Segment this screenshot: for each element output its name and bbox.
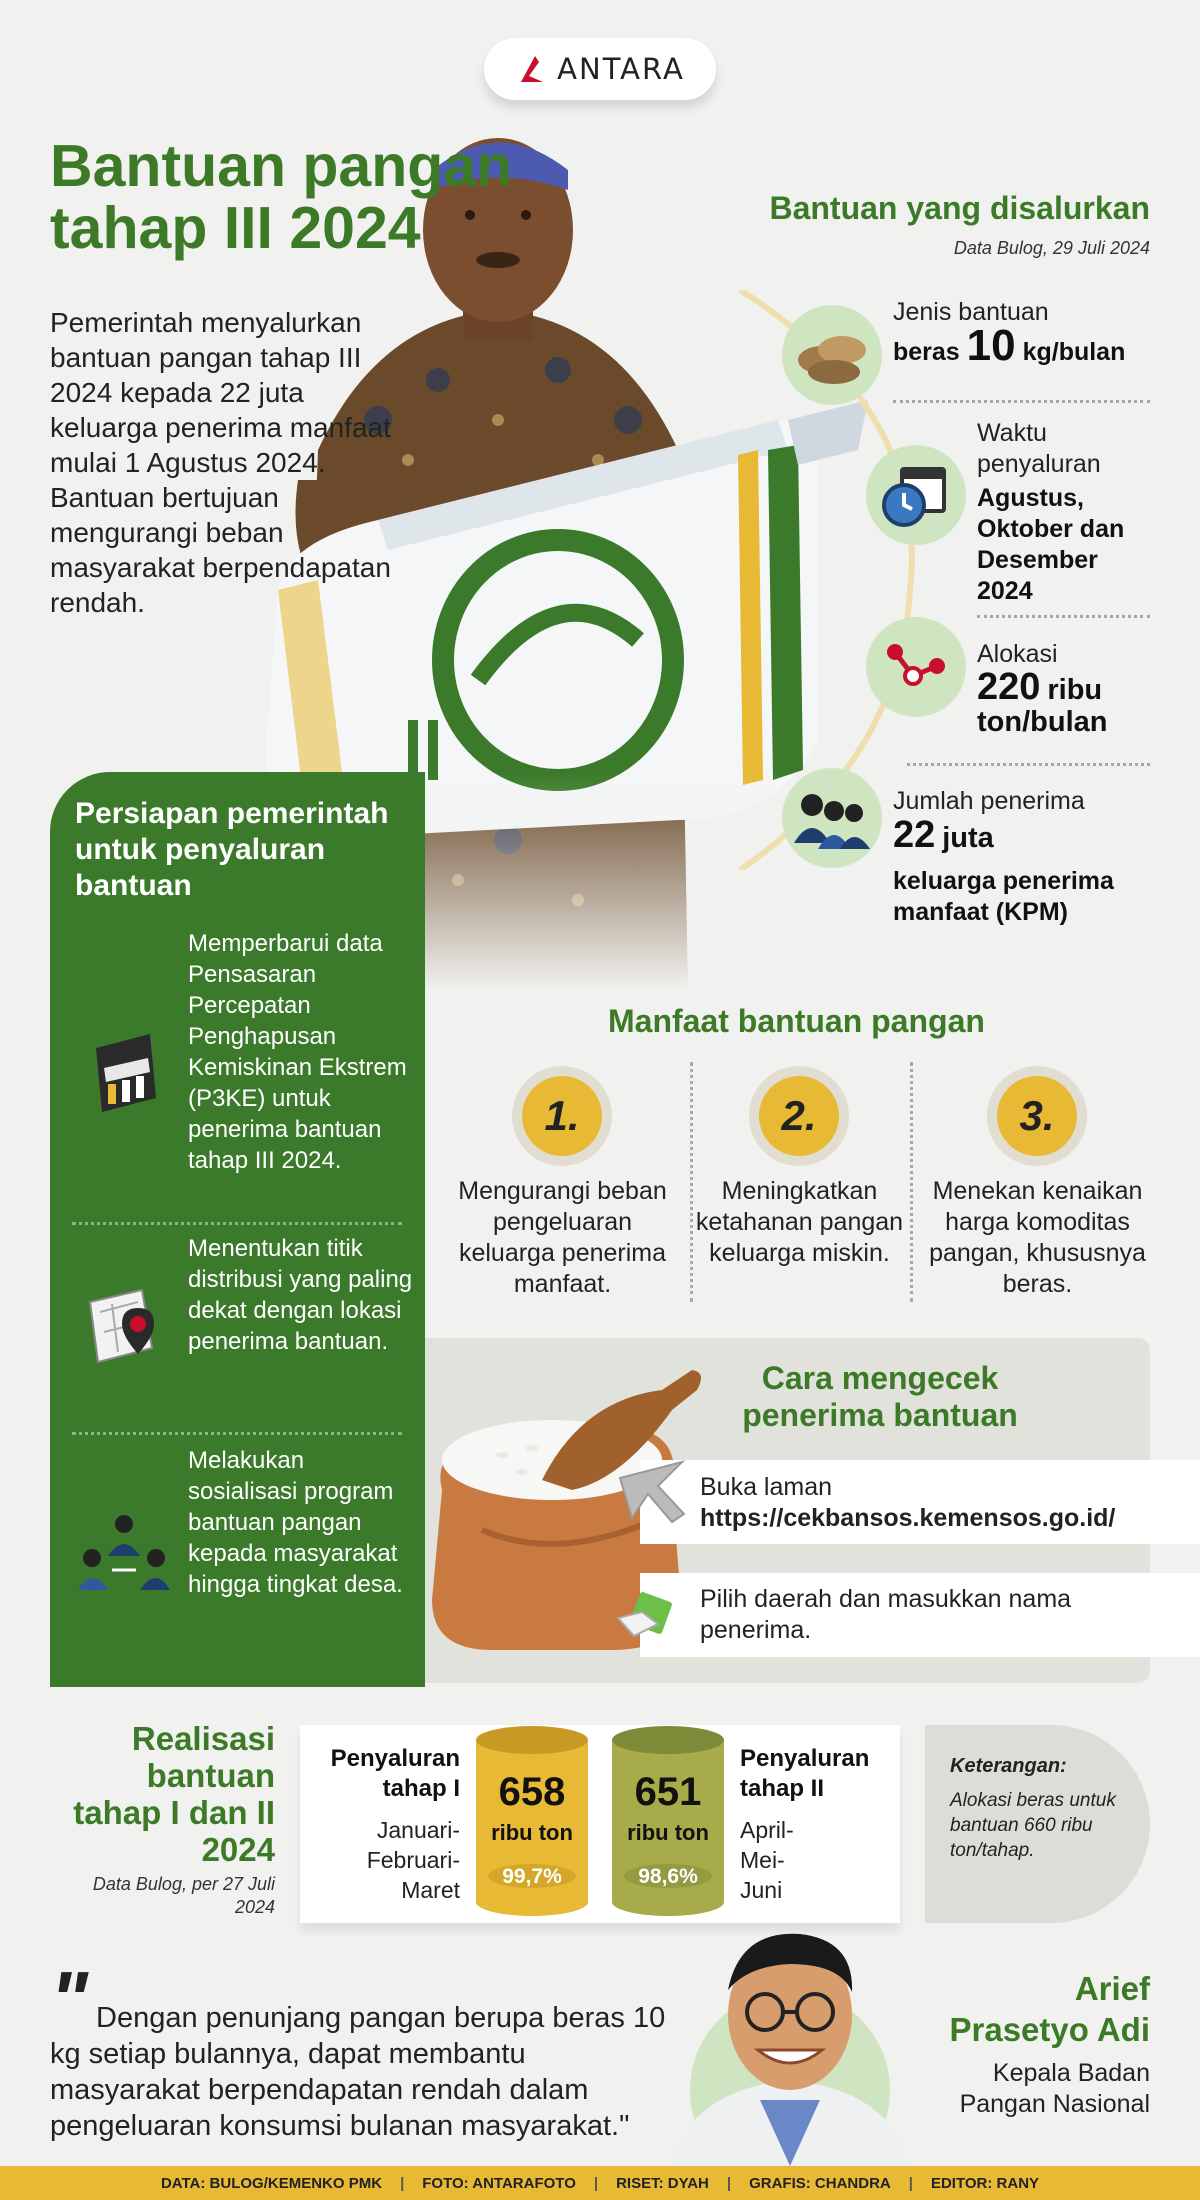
item-label-time: Waktu penyaluran [977,419,1101,478]
phase-1-cyl-bottom [476,1888,588,1916]
recipients-suffix: juta [942,822,994,854]
check-step-1-text: Buka laman [700,1473,833,1501]
credits-footer [0,2166,1200,2200]
phase-2-name: Penyaluran tahap II [740,1745,870,1802]
intro-paragraph: Pemerintah menyalurkan bantuan pangan tahap III 2024 kepada 22 juta keluarga penerima manfaat mulai 1 Agustus 2024. Bantuan bertujuan mengurangi beban masyarakat berpendapatan rendah. [50,307,391,618]
page-title: Bantuan pangan tahap III 2024 [50,133,513,261]
divider [977,615,1150,618]
recipients-number: 22 [893,814,936,856]
item-value-type [893,321,1126,370]
calendar-clock-icon [866,445,966,545]
credit-editor: EDITOR: RANY [930,2174,1040,2192]
divider [907,763,1150,766]
separator: | [908,2174,913,2192]
benefit-text-2: Meningkatkan ketahanan pangan keluarga miskin. [695,1177,904,1267]
quote-block [50,1955,670,2144]
speaker-portrait [630,1920,920,2166]
divider [72,1222,402,1225]
rice-sack-icon [782,305,882,405]
credit-graphics: GRAFIS: CHANDRA [749,2174,891,2192]
credit-research: RISET: DYAH [616,2174,709,2192]
phase-2-cyl-bottom [612,1888,724,1916]
speaker-position: Kepala Badan Pangan Nasional [959,2059,1150,2118]
phase-1-unit: ribu ton [491,1820,573,1845]
antara-logo [484,38,716,100]
separator: | [593,2174,599,2192]
phase-2-percent: 98,6% [638,1865,698,1888]
item-label-allocation: Alokasi [977,640,1058,668]
note-title: Keterangan: [950,1755,1067,1777]
divider [893,400,1150,403]
people-icon [782,768,882,868]
benefit-number-3: 3. [987,1066,1087,1166]
allocation-suffix: ribu ton/bulan [977,674,1108,738]
realization-note [925,1725,1150,1923]
phase-1-months: Januari-Februari-Maret [366,1817,460,1903]
map-pin-icon [86,1282,166,1372]
route-icon [866,617,966,717]
speaker-name: Arief Prasetyo Adi [949,1970,1150,2048]
quote-mark-icon: " [50,1955,88,2044]
preparation-title: Persiapan pemerintah untuk penyaluran bantuan [75,797,389,902]
check-step-1-url[interactable]: https://cekbansos.kemensos.go.id/ [700,1504,1116,1532]
distribution-source: Data Bulog, 29 Juli 2024 [953,238,1150,258]
check-heading: Cara mengecek penerima bantuan [742,1360,1018,1433]
item-type-prefix: beras [893,338,960,366]
preparation-item-1: Memperbarui data Pensasaran Percepatan Penghapusan Kemiskinan Ekstrem (P3KE) untuk penerima bantuan tahap III 2024. [188,930,407,1174]
item-value-allocation [977,666,1152,739]
divider [72,1432,402,1435]
item-value-recipients: keluarga penerima manfaat (KPM) [893,867,1114,926]
item-label-type: Jenis bantuan [893,298,1049,326]
allocation-number: 220 [977,666,1041,708]
benefits-heading: Manfaat bantuan pangan [608,1003,985,1039]
separator: | [400,2174,405,2192]
benefit-number-1: 1. [512,1066,612,1166]
benefit-text-3: Menekan kenaikan harga komoditas pangan, khususnya beras. [929,1177,1146,1298]
cursor-arrow-icon [612,1458,692,1528]
phase-2-unit: ribu ton [627,1820,709,1845]
divider [910,1062,913,1302]
credit-photo: FOTO: ANTARAFOTO [422,2174,576,2192]
item-label-recipients: Jumlah penerima [893,787,1085,815]
item-value-recipients-count [893,814,994,856]
data-chart-icon [90,1028,162,1118]
phase-2-cyl-top [612,1726,724,1754]
distribution-heading: Bantuan yang disalurkan [769,190,1150,226]
benefit-text-1: Mengurangi beban pengeluaran keluarga penerima manfaat. [458,1177,667,1298]
phase-2-value: 651 [634,1770,702,1814]
phase-1-cyl-top [476,1726,588,1754]
item-type-suffix: kg/bulan [1022,338,1126,366]
logo-text: ANTARA [557,52,685,86]
separator: | [726,2174,732,2192]
quote-text: Dengan penunjang pangan berupa beras 10 kg setiap bulannya, dapat membantu masyarakat berpendapatan rendah dalam pengeluaran konsumsi bulanan masyarakat." [50,2002,666,2142]
group-meeting-icon [78,1512,170,1596]
check-step-2-text: Pilih daerah dan masukkan nama penerima. [700,1585,1072,1644]
phase-1-percent: 99,7% [502,1865,562,1888]
item-type-number: 10 [966,321,1016,370]
note-text: Alokasi beras untuk bantuan 660 ribu ton/tahap. [950,1790,1116,1861]
preparation-item-3: Melakukan sosialisasi program bantuan pangan kepada masyarakat hingga tingkat desa. [188,1447,403,1598]
phase-1-name: Penyaluran tahap I [330,1745,460,1802]
preparation-item-2: Menentukan titik distribusi yang paling dekat dengan lokasi penerima bantuan. [188,1235,413,1355]
benefit-number-2: 2. [749,1066,849,1166]
antara-mark-icon [515,52,549,86]
phase-2-months: April-Mei-Juni [740,1817,794,1903]
item-value-time: Agustus, Oktober dan Desember 2024 [977,484,1125,605]
realization-title: Realisasi bantuan tahap I dan II 2024 [73,1720,275,1868]
hand-pointer-icon [614,1584,690,1644]
credit-data: DATA: BULOG/KEMENKO PMK [160,2174,383,2192]
phase-1-value: 658 [498,1770,566,1814]
realization-source: Data Bulog, per 27 Juli 2024 [92,1874,275,1917]
